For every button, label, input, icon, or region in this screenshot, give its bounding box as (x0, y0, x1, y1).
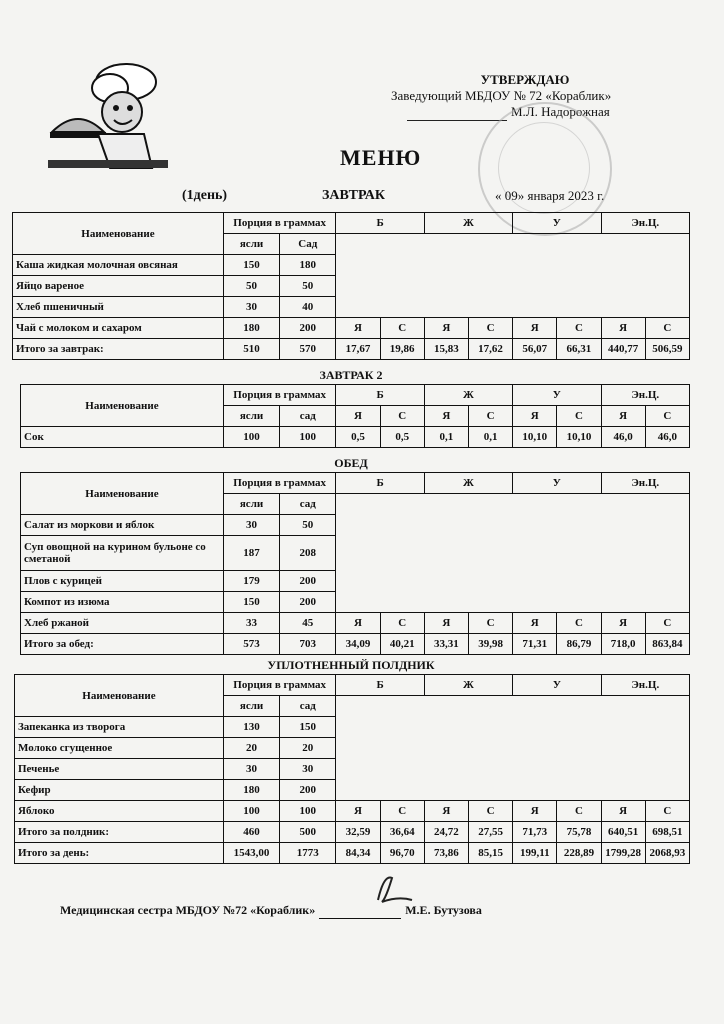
table-row: Салат из моркови и яблок 30 50 (21, 515, 690, 536)
lunch-title: ОБЕД (334, 456, 368, 470)
header-en: Эн.Ц. (601, 213, 689, 234)
header-u: У (513, 213, 601, 234)
header-name: Наименование (13, 213, 224, 255)
footer-position: Медицинская сестра МБДОУ №72 «Кораблик» (60, 903, 316, 917)
total-row: Итого за обед: 573 703 34,09 40,21 33,31 39,98 71,31 86,79 718,0 863,84 (21, 634, 690, 655)
blank-area (336, 494, 690, 613)
table-row: Суп овощной на курином бульоне со сметаной 187 208 (21, 536, 690, 571)
table-row: Запеканка из творога 130 150 (15, 717, 690, 738)
table-row: Яблоко 100 100 Я С Я С Я С Я С (15, 801, 690, 822)
snack-title: УПЛОТНЕННЫЙ ПОЛДНИК (267, 658, 435, 672)
day-label: (1день) (182, 188, 228, 203)
approval-title: УТВЕРЖДАЮ (480, 72, 570, 87)
total-row: Итого за полдник: 460 500 32,59 36,64 24,72 27,55 71,73 75,78 640,51 698,51 (15, 822, 690, 843)
table-row: Сок 100 100 0,5 0,5 0,1 0,1 10,10 10,10 46,0 46,0 (21, 427, 690, 448)
lunch-table: Наименование Порция в граммах Б Ж У Эн.Ц. ясли сад Салат из моркови и яблок 30 50 Суп овощной на курином бульоне со сметаной 187 208 Плов с курицей 179 200 Компот из изюма 150 200 Хлеб ржаной 33 45 Я С Я С Я С Я С Итого за обед: 573 703 34,09 40,21 33,31 39,98 71,31 86,79 718,0 863,84 (20, 472, 690, 655)
signature-line (407, 104, 507, 121)
footer (60, 903, 482, 919)
table-row: Хлеб пшеничный 30 40 (13, 297, 690, 318)
table-row: Каша жидкая молочная овсяная 150 180 (13, 255, 690, 276)
table-row: Хлеб ржаной 33 45 Я С Я С Я С Я С (21, 613, 690, 634)
footer-name: М.Е. Бутузова (405, 903, 482, 917)
header-zh: Ж (424, 213, 512, 234)
blank-area (336, 234, 690, 318)
menu-date: « 09» января 2023 г. (495, 188, 605, 203)
breakfast2-title: ЗАВТРАК 2 (319, 368, 383, 382)
table-row: Молоко сгущенное 20 20 (15, 738, 690, 759)
signature-line (319, 903, 401, 919)
table-row: Яйцо вареное 50 50 (13, 276, 690, 297)
header-b: Б (336, 213, 424, 234)
breakfast2-table: Наименование Порция в граммах Б Ж У Эн.Ц. ясли сад Я С Я С Я С Я С Сок 100 100 0,5 0,5 0,1 0,1 10,10 10,10 46,0 46,0 (20, 384, 690, 448)
approval-name: М.Л. Надорожная (511, 104, 610, 119)
table-row: Кефир 180 200 (15, 780, 690, 801)
total-row: Итого за завтрак: 510 570 17,67 19,86 15,83 17,62 56,07 66,31 440,77 506,59 (13, 339, 690, 360)
blank-area (336, 696, 690, 801)
breakfast-title: ЗАВТРАК (322, 188, 386, 203)
table-row: Плов с курицей 179 200 (21, 571, 690, 592)
table-row: Компот из изюма 150 200 (21, 592, 690, 613)
table-row: Печенье 30 30 (15, 759, 690, 780)
header-portion: Порция в граммах (223, 213, 335, 234)
approval-position: Заведующий МБДОУ № 72 «Кораблик» (391, 88, 612, 103)
snack-table: Наименование Порция в граммах Б Ж У Эн.Ц. ясли сад Запеканка из творога 130 150 Молоко сгущенное 20 20 Печенье 30 30 Кефир 180 200 Яблоко 100 100 Я С Я С Я С Я С Итого за полдник: 460 500 32,59 36,64 24,72 27,55 71,73 75,78 640,51 698,51 Итого за день: 1543,00 1773 84,34 96,70 73,86 85,15 199,11 228,89 1799,28 2068,93 (14, 674, 690, 864)
page-title: МЕНЮ (340, 145, 422, 170)
table-row: Чай с молоком и сахаром 180 200 Я С Я С Я С Я С (13, 318, 690, 339)
header-yasli: ясли (223, 234, 279, 255)
breakfast-table (12, 212, 690, 360)
header-sad: Сад (280, 234, 336, 255)
chef-logo (48, 60, 168, 170)
day-total-row: Итого за день: 1543,00 1773 84,34 96,70 73,86 85,15 199,11 228,89 1799,28 2068,93 (15, 843, 690, 864)
